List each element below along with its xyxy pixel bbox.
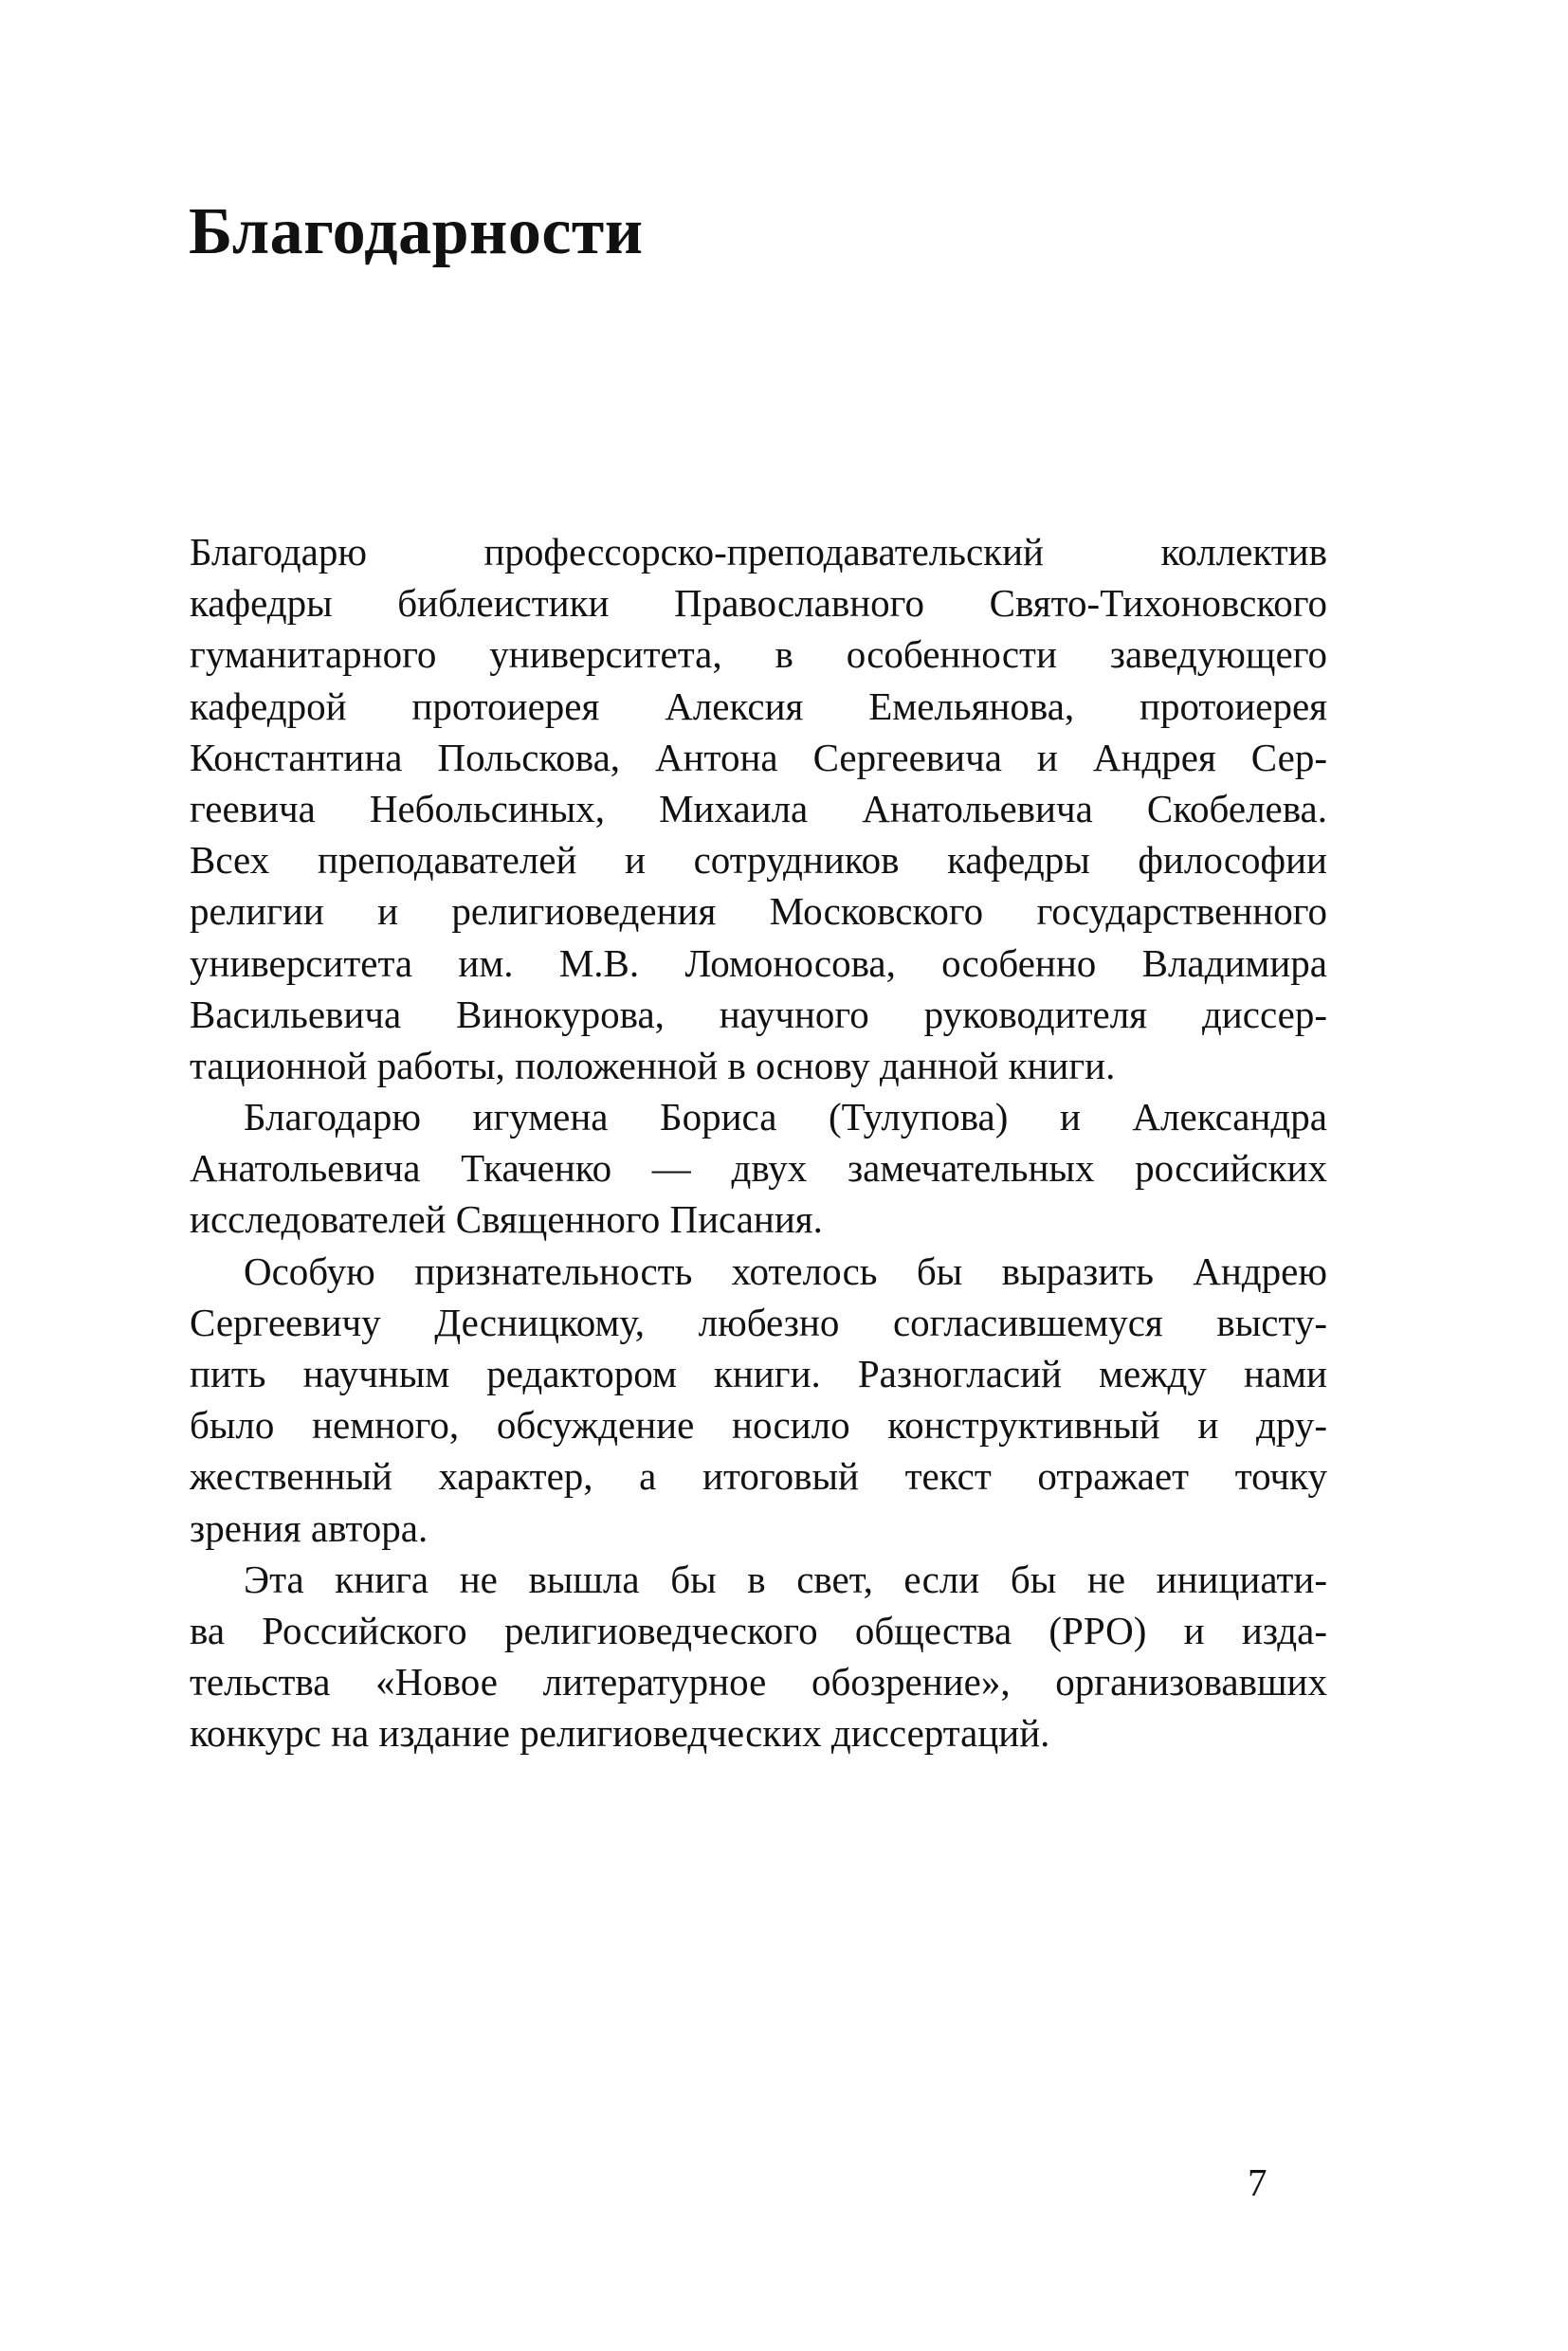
text-line: было немного, обсуждение носило конструктивный и дру- bbox=[190, 1403, 1327, 1448]
text-line: гуманитарного университета, в особенности заведующего bbox=[190, 632, 1327, 677]
page-title: Благодарности bbox=[189, 195, 644, 268]
text-line: ва Российского религиоведческого общества (РРО) и изда- bbox=[190, 1608, 1327, 1652]
text-line: Особую признательность хотелось бы выразить Андрею bbox=[244, 1248, 1327, 1293]
text-line: религии и религиоведения Московского государственного bbox=[190, 889, 1327, 934]
text-line: зрения автора. bbox=[190, 1505, 428, 1550]
text-line: пить научным редактором книги. Разногласий между нами bbox=[190, 1352, 1327, 1395]
text-line: Всех преподавателей и сотрудников кафедры философии bbox=[190, 838, 1327, 883]
page-number: 7 bbox=[1248, 2160, 1267, 2204]
text-line: Благодарю профессорско-преподавательский коллектив bbox=[190, 530, 1327, 574]
text-line: жественный характер, а итоговый текст отражает точку bbox=[190, 1454, 1327, 1499]
text-line: университета им. М.В. Ломоносова, особенно Владимира bbox=[190, 940, 1327, 985]
acknowledgements-text bbox=[190, 526, 1327, 1759]
text-line: Анатольевича Ткаченко — двух замечательных российских bbox=[190, 1146, 1327, 1191]
text-line: Сергеевичу Десницкому, любезно согласившемуся высту- bbox=[190, 1300, 1327, 1344]
text-line: Васильевича Винокурова, научного руководителя диссер- bbox=[190, 992, 1327, 1036]
text-line: геевича Небольсиных, Михаила Анатольевича Скобелева. bbox=[190, 786, 1327, 830]
text-line: тельства «Новое литературное обозрение», организовавших bbox=[190, 1660, 1327, 1704]
text-line: Эта книга не вышла бы в свет, если бы не инициати- bbox=[244, 1557, 1327, 1601]
text-line: исследователей Священного Писания. bbox=[190, 1197, 823, 1242]
text-line: кафедрой протоиерея Алексия Емельянова, протоиерея bbox=[190, 683, 1327, 728]
text-line: Константина Польскова, Антона Сергеевича и Андрея Сер- bbox=[190, 735, 1327, 779]
text-line: кафедры библеистики Православного Свято-Тихоновского bbox=[190, 581, 1327, 626]
text-line: тационной работы, положенной в основу данной книги. bbox=[190, 1043, 1116, 1087]
text-line: Благодарю игумена Бориса (Тулупова) и Александра bbox=[244, 1095, 1327, 1139]
text-line: конкурс на издание религиоведческих диссертаций. bbox=[190, 1711, 1050, 1756]
